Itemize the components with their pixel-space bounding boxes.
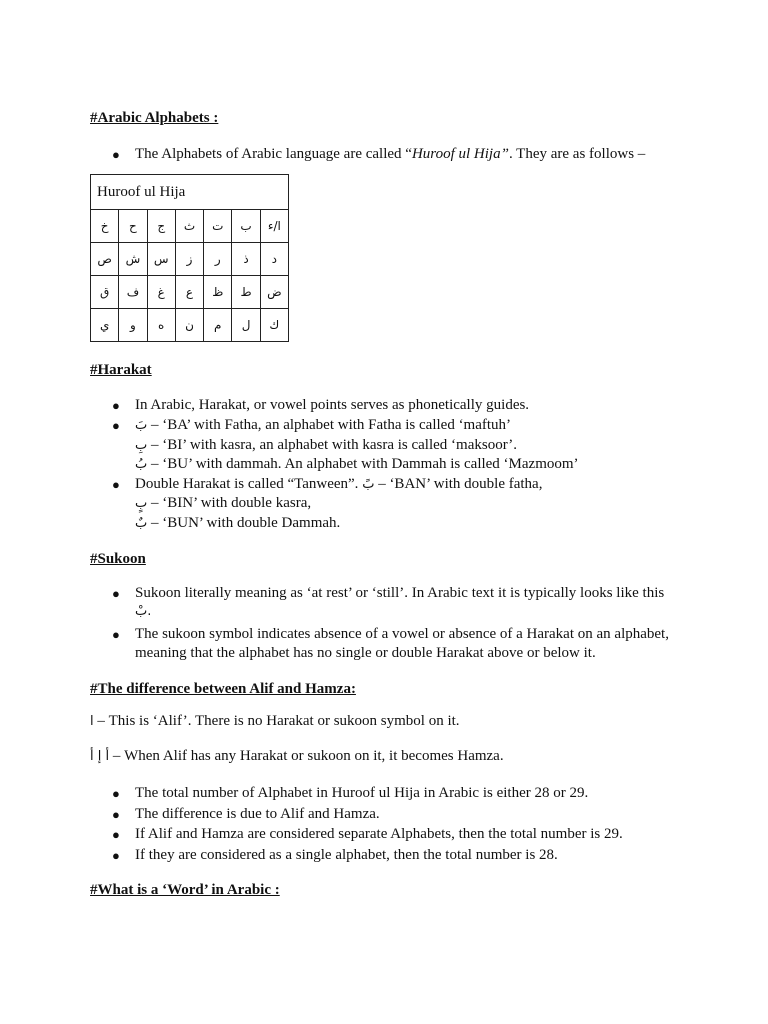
bullet-icon: ● — [112, 477, 120, 492]
bullet-icon: ● — [112, 807, 120, 822]
bullet-icon: ● — [112, 147, 120, 162]
letter-cell: ق — [91, 276, 119, 309]
table-row — [91, 276, 289, 309]
harakat-kasra-line: بِ – ‘BI’ with kasra, an alphabet with kasra is called ‘maksoor’. — [135, 437, 517, 453]
letter-cell: ف — [119, 276, 147, 309]
harakat-fatha-line: بَ – ‘BA’ with Fatha, an alphabet with Fatha is called ‘maftuh’ — [135, 417, 512, 433]
letter-cell: ج — [147, 210, 175, 243]
bullet-icon: ● — [112, 848, 120, 863]
hamza-line: أ إ أ – When Alif has any Harakat or sukoon on it, it becomes Hamza. — [90, 748, 504, 764]
heading-arabic-alphabets: #Arabic Alphabets : — [90, 110, 219, 126]
sukoon-bullet-1: Sukoon literally meaning as ‘at rest’ or ‘still’. In Arabic text it is typically looks like this — [135, 585, 665, 601]
bullet-icon: ● — [112, 398, 120, 413]
letter-cell: ه — [147, 309, 175, 342]
table-row — [91, 309, 289, 342]
letter-cell: خ — [91, 210, 119, 243]
list-item: If Alif and Hamza are considered separate Alphabets, then the total number is 29. — [135, 826, 623, 842]
huroof-table — [90, 174, 289, 342]
tanween-line: Double Harakat is called “Tanween”. بً – ‘BAN’ with double fatha, — [135, 476, 543, 492]
letter-cell: ا/ء — [260, 210, 288, 243]
harakat-bullet-1: In Arabic, Harakat, or vowel points serves as phonetically guides. — [135, 397, 530, 413]
letter-cell: غ — [147, 276, 175, 309]
sukoon-example: بْ. — [135, 604, 152, 619]
heading-harakat: #Harakat — [90, 362, 152, 378]
letter-cell: ت — [204, 210, 232, 243]
letter-cell: ن — [175, 309, 203, 342]
alif-line: ا – This is ‘Alif’. There is no Harakat or sukoon symbol on it. — [90, 713, 460, 729]
bullet-icon: ● — [112, 627, 120, 642]
letter-cell: م — [204, 309, 232, 342]
letter-cell: ر — [204, 243, 232, 276]
letter-cell: ب — [232, 210, 260, 243]
letter-cell: و — [119, 309, 147, 342]
letter-cell: د — [260, 243, 288, 276]
letter-cell: ل — [232, 309, 260, 342]
heading-sukoon: #Sukoon — [90, 551, 146, 567]
letter-cell: ش — [119, 243, 147, 276]
letter-cell: ث — [175, 210, 203, 243]
tanween-dammah-line: بٌ – ‘BUN’ with double Dammah. — [135, 515, 341, 531]
letter-cell: ك — [260, 309, 288, 342]
letter-cell: ي — [91, 309, 119, 342]
table-row — [91, 210, 289, 243]
tanween-kasra-line: بٍ – ‘BIN’ with double kasra, — [135, 495, 312, 511]
letter-cell: ص — [91, 243, 119, 276]
letter-cell: ح — [119, 210, 147, 243]
bullet-icon: ● — [112, 418, 120, 433]
alphabets-intro: The Alphabets of Arabic language are called “Huroof ul Hija”. They are as follows – — [135, 146, 646, 162]
sukoon-bullet-2: The sukoon symbol indicates absence of a vowel or absence of a Harakat on an alphabet, — [135, 626, 669, 642]
list-item: If they are considered as a single alphabet, then the total number is 28. — [135, 847, 558, 863]
huroof-term: Huroof ul Hija” — [411, 146, 509, 162]
sukoon-bullet-2-cont: meaning that the alphabet has no single or double Harakat above or below it. — [135, 645, 596, 661]
table-title: Huroof ul Hija — [91, 175, 289, 210]
letter-cell: س — [147, 243, 175, 276]
letter-cell: ز — [175, 243, 203, 276]
harakat-dammah-line: بُ – ‘BU’ with dammah. An alphabet with Dammah is called ‘Mazmoom’ — [135, 456, 579, 472]
heading-alif-hamza: #The difference between Alif and Hamza: — [90, 681, 356, 697]
bullet-icon: ● — [112, 586, 120, 601]
letter-cell: ذ — [232, 243, 260, 276]
heading-word-in-arabic: #What is a ‘Word’ in Arabic : — [90, 882, 280, 898]
table-row — [91, 243, 289, 276]
bullet-icon: ● — [112, 786, 120, 801]
letter-cell: ع — [175, 276, 203, 309]
list-item: The total number of Alphabet in Huroof ul Hija in Arabic is either 28 or 29. — [135, 785, 589, 801]
bullet-icon: ● — [112, 827, 120, 842]
letter-cell: ظ — [204, 276, 232, 309]
letter-cell: ض — [260, 276, 288, 309]
letter-cell: ط — [232, 276, 260, 309]
list-item: The difference is due to Alif and Hamza. — [135, 806, 380, 822]
